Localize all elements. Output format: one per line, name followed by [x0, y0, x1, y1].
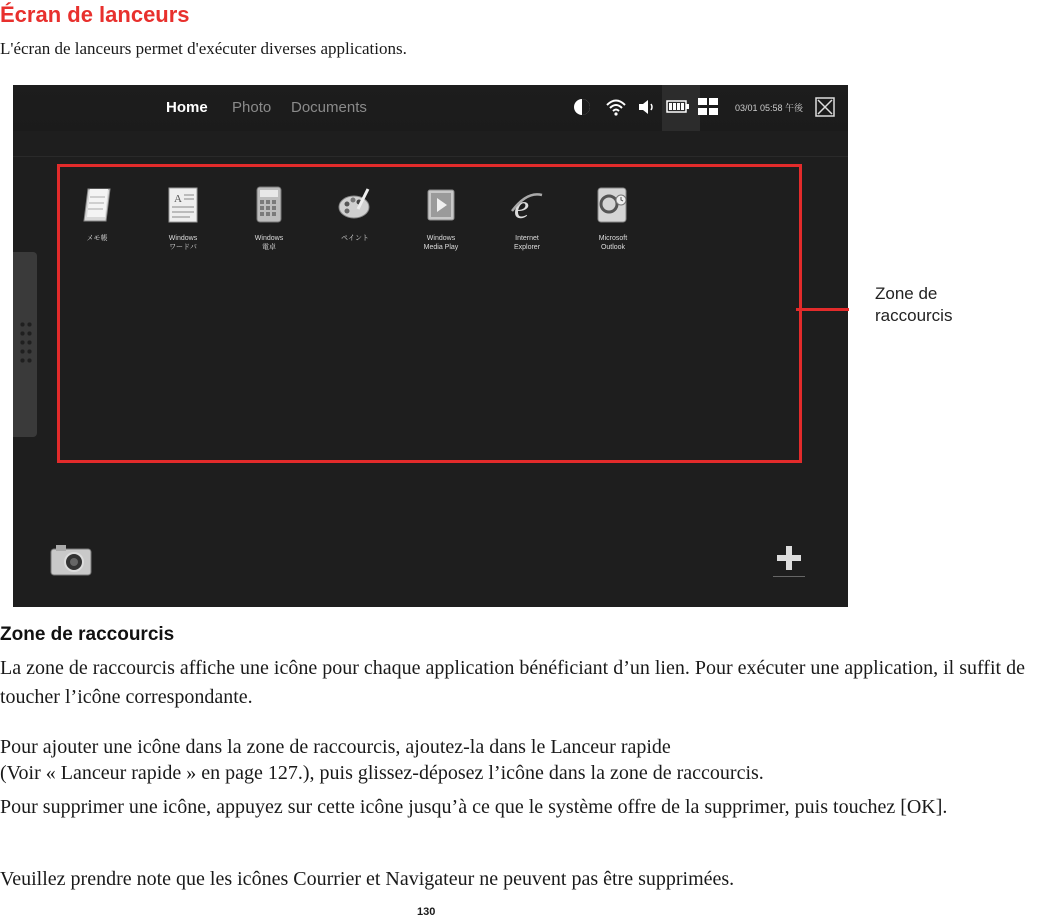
app-label: Microsoft Outlook [598, 235, 628, 251]
volume-icon[interactable] [637, 97, 657, 117]
camera-icon[interactable] [50, 544, 92, 576]
side-drawer-handle[interactable] [13, 252, 37, 437]
app-label: ペイント [341, 235, 369, 242]
tab-photo[interactable]: Photo [232, 99, 272, 116]
grid-icon[interactable] [697, 97, 719, 117]
paragraph: La zone de raccourcis affiche une icône pour chaque application bénéficiant d’un lien. Pour exécuter une application, il suffit de toucher l’icône correspondante. [0, 657, 1025, 708]
paragraph: Veuillez prendre note que les icônes Courrier et Navigateur ne peuvent pas être supprimées. [0, 868, 735, 890]
brightness-icon[interactable] [572, 97, 592, 117]
paragraph: Pour ajouter une icône dans la zone de raccourcis, ajoutez-la dans le Lanceur rapide [0, 736, 671, 758]
launcher-divider [13, 156, 848, 157]
launcher-top-bar [13, 85, 848, 131]
svg-text:A: A [174, 193, 182, 205]
page-title: Écran de lanceurs [0, 2, 190, 27]
app-label: Windows ワードパ [168, 235, 198, 251]
app-label: Windows 電卓 [254, 235, 284, 251]
wifi-icon[interactable] [605, 97, 627, 117]
paragraph: Pour supprimer une icône, appuyez sur cette icône jusqu’à ce que le système offre de la supprimer, puis touchez [OK]. [0, 796, 948, 818]
tab-home[interactable]: Home [166, 99, 208, 116]
section-title: Zone de raccourcis [0, 624, 175, 645]
svg-text:e: e [514, 189, 530, 225]
grip-dots-icon [19, 320, 33, 366]
tab-documents[interactable]: Documents [291, 99, 367, 116]
app-label: メモ帳 [86, 235, 108, 242]
battery-icon[interactable] [666, 100, 690, 114]
add-button[interactable] [773, 542, 805, 574]
add-button-underline [773, 576, 805, 577]
app-label: Internet Explorer [513, 235, 541, 251]
close-icon[interactable] [815, 97, 835, 117]
callout-label [875, 283, 995, 327]
paragraph: (Voir « Lanceur rapide » en page 127.), puis glissez-déposez l’icône dans la zone de raccourcis. [0, 762, 764, 784]
page-number: 130 [417, 906, 436, 918]
callout-label-text: Zone de raccourcis [875, 284, 953, 325]
app-label: Windows Media Play [423, 235, 459, 251]
intro-text: L'écran de lanceurs permet d'exécuter diverses applications. [0, 39, 407, 58]
callout-line [796, 308, 849, 311]
shortcut-zone-highlight [57, 164, 802, 463]
launcher-datetime: 03/01 05:58 午後 [735, 103, 804, 113]
